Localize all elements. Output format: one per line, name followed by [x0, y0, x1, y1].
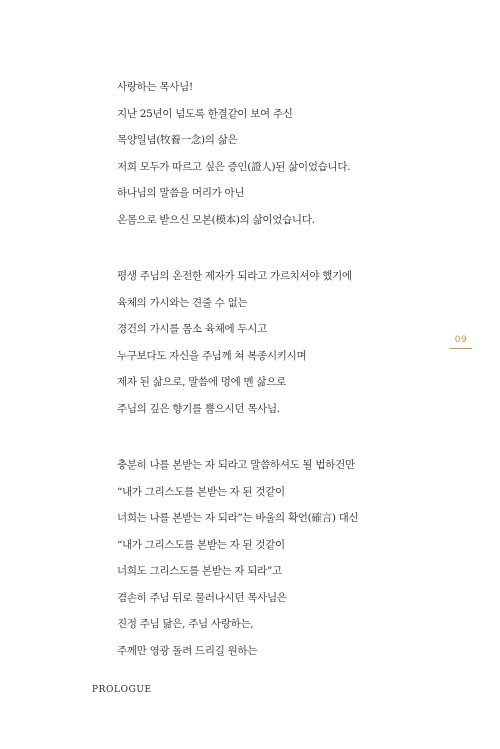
poem-line: 충분히 나를 본받는 자 되라고 말씀하셔도 될 법하건만	[117, 459, 355, 471]
poem-line: 육체의 가시와는 견줄 수 없는	[117, 296, 248, 309]
poem-line: 목양일념(牧養一念)의 삶은	[117, 134, 238, 146]
poem-line: 주님의 깊은 향기를 뿜으시던 목사님.	[117, 402, 280, 415]
poem-line: 너희도 그리스도를 본받는 자 되라”고	[117, 565, 282, 577]
poem-line: “내가 그리스도를 본받는 자 된 것같이	[117, 485, 285, 498]
page-number: 09	[450, 335, 472, 349]
poem-line: 겸손히 주님 뒤로 물러나시던 목사님은	[117, 591, 287, 604]
poem-line: “내가 그리스도를 본받는 자 된 것같이	[117, 538, 285, 551]
poem-line: 경건의 가시를 몸소 육체에 두시고	[117, 323, 267, 335]
poem-line: 지난 25년이 넘도록 한결같이 보여 주신	[117, 107, 293, 120]
poem-line: 평생 주님의 온전한 제자가 되라고 가르치셔야 했기에	[117, 270, 352, 282]
poem-body	[117, 74, 447, 664]
stanza-3	[117, 452, 447, 664]
poem-line: 제자 된 삶으로, 말씀에 멍에 멘 삶으로	[117, 376, 286, 388]
poem-line: 저희 모두가 따르고 싶은 증인(證人)된 삶이었습니다.	[117, 160, 351, 173]
poem-line: 사랑하는 목사님!	[117, 81, 193, 93]
poem-line: 주께만 영광 돌려 드리길 원하는	[117, 644, 258, 657]
poem-line: 하나님의 말씀을 머리가 아닌	[117, 187, 245, 199]
poem-line: 온몸으로 받으신 모본(模本)의 삶이었습니다.	[117, 213, 315, 226]
stanza-1	[117, 74, 447, 233]
section-label: PROLOGUE	[92, 685, 152, 695]
poem-line: 진정 주님 닮은, 주님 사랑하는,	[117, 618, 254, 630]
poem-line: 너희는 나를 본받는 자 되라”는 바울의 확언(確言) 대신	[117, 512, 359, 524]
stanza-2	[117, 263, 447, 422]
poem-line: 누구보다도 자신을 주님께 쳐 복종시키시며	[117, 349, 307, 362]
